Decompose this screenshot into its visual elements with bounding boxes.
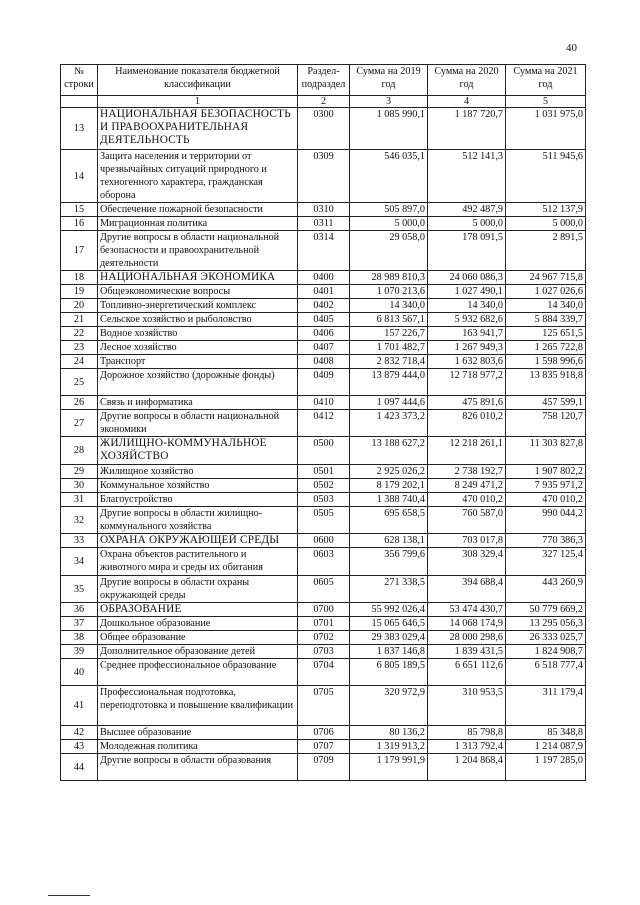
column-index: 3 — [350, 96, 428, 108]
indicator-name: Сельское хозяйство и рыболовство — [98, 313, 298, 327]
row-number: 37 — [61, 617, 98, 631]
sum-2019: 505 897,0 — [350, 203, 428, 217]
sum-2020: 1 267 949,3 — [428, 341, 506, 355]
table-row — [61, 313, 586, 327]
table-row — [61, 548, 586, 576]
indicator-name: ОБРАЗОВАНИЕ — [98, 603, 298, 617]
sum-2020: 394 688,4 — [428, 576, 506, 603]
sum-2020: 1 313 792,4 — [428, 740, 506, 754]
section-code: 0603 — [298, 548, 350, 576]
table-row — [61, 507, 586, 534]
table-row — [61, 576, 586, 603]
row-number: 21 — [61, 313, 98, 327]
sum-2019: 14 340,0 — [350, 299, 428, 313]
indicator-name: Другие вопросы в области образования — [98, 754, 298, 781]
sum-2020: 470 010,2 — [428, 493, 506, 507]
sum-2020: 760 587,0 — [428, 507, 506, 534]
sum-2020: 1 632 803,6 — [428, 355, 506, 369]
sum-2019: 15 065 646,5 — [350, 617, 428, 631]
sum-2019: 1 097 444,6 — [350, 396, 428, 410]
sum-2019: 1 837 146,8 — [350, 645, 428, 659]
section-code: 0605 — [298, 576, 350, 603]
row-number: 23 — [61, 341, 98, 355]
sum-2019: 80 136,2 — [350, 726, 428, 740]
indicator-name: Другие вопросы в области национальной безопасности и правоохранительной деятельности — [98, 231, 298, 271]
sum-2020: 12 718 977,2 — [428, 369, 506, 396]
sum-2021: 511 945,6 — [506, 150, 586, 203]
sum-2019: 2 832 718,4 — [350, 355, 428, 369]
sum-2021: 327 125,4 — [506, 548, 586, 576]
sum-2020: 1 187 720,7 — [428, 108, 506, 150]
sum-2020: 475 891,6 — [428, 396, 506, 410]
column-index: 1 — [98, 96, 298, 108]
row-number: 36 — [61, 603, 98, 617]
row-number: 40 — [61, 659, 98, 686]
row-number: 41 — [61, 686, 98, 726]
row-number: 30 — [61, 479, 98, 493]
sum-2019: 5 000,0 — [350, 217, 428, 231]
sum-2021: 311 179,4 — [506, 686, 586, 726]
budget-table — [60, 64, 586, 781]
indicator-name: Другие вопросы в области охраны окружающей среды — [98, 576, 298, 603]
sum-2020: 310 953,5 — [428, 686, 506, 726]
sum-2021: 50 779 669,2 — [506, 603, 586, 617]
section-code: 0407 — [298, 341, 350, 355]
sum-2019: 13 188 627,2 — [350, 437, 428, 465]
table-row — [61, 410, 586, 437]
section-code: 0706 — [298, 726, 350, 740]
header-sum-2021: Сумма на 2021 год — [506, 65, 586, 96]
row-number: 14 — [61, 150, 98, 203]
sum-2020: 14 340,0 — [428, 299, 506, 313]
indicator-name: НАЦИОНАЛЬНАЯ ЭКОНОМИКА — [98, 271, 298, 285]
sum-2019: 29 058,0 — [350, 231, 428, 271]
indicator-name: Молодежная политика — [98, 740, 298, 754]
section-code: 0314 — [298, 231, 350, 271]
table-row — [61, 217, 586, 231]
sum-2021: 5 884 339,7 — [506, 313, 586, 327]
table-row — [61, 355, 586, 369]
sum-2019: 1 085 990,1 — [350, 108, 428, 150]
row-number: 35 — [61, 576, 98, 603]
table-row — [61, 341, 586, 355]
sum-2019: 356 799,6 — [350, 548, 428, 576]
sum-2019: 55 992 026,4 — [350, 603, 428, 617]
column-index: 4 — [428, 96, 506, 108]
table-row — [61, 479, 586, 493]
sum-2019: 29 383 029,4 — [350, 631, 428, 645]
table-row — [61, 645, 586, 659]
table-row — [61, 285, 586, 299]
sum-2021: 512 137,9 — [506, 203, 586, 217]
indicator-name: Дорожное хозяйство (дорожные фонды) — [98, 369, 298, 396]
table-row — [61, 271, 586, 285]
sum-2021: 1 907 802,2 — [506, 465, 586, 479]
sum-2021: 1 027 026,6 — [506, 285, 586, 299]
column-index-blank — [61, 96, 98, 108]
row-number: 22 — [61, 327, 98, 341]
sum-2019: 6 813 567,1 — [350, 313, 428, 327]
sum-2021: 457 599,1 — [506, 396, 586, 410]
sum-2019: 1 701 482,7 — [350, 341, 428, 355]
row-number: 42 — [61, 726, 98, 740]
table-row — [61, 631, 586, 645]
section-code: 0701 — [298, 617, 350, 631]
section-code: 0401 — [298, 285, 350, 299]
row-number: 25 — [61, 369, 98, 396]
sum-2021: 1 197 285,0 — [506, 754, 586, 781]
table-row — [61, 754, 586, 781]
sum-2020: 703 017,8 — [428, 534, 506, 548]
section-code: 0311 — [298, 217, 350, 231]
sum-2020: 53 474 430,7 — [428, 603, 506, 617]
header-sum-2019: Сумма на 2019 год — [350, 65, 428, 96]
sum-2021: 5 000,0 — [506, 217, 586, 231]
column-index: 5 — [506, 96, 586, 108]
sum-2020: 12 218 261,1 — [428, 437, 506, 465]
indicator-name: Жилищное хозяйство — [98, 465, 298, 479]
sum-2019: 1 179 991,9 — [350, 754, 428, 781]
sum-2020: 5 932 682,6 — [428, 313, 506, 327]
section-code: 0409 — [298, 369, 350, 396]
table-row — [61, 437, 586, 465]
sum-2021: 2 891,5 — [506, 231, 586, 271]
section-code: 0703 — [298, 645, 350, 659]
sum-2021: 125 651,5 — [506, 327, 586, 341]
section-code: 0500 — [298, 437, 350, 465]
table-row — [61, 299, 586, 313]
sum-2021: 13 295 056,3 — [506, 617, 586, 631]
sum-2019: 695 658,5 — [350, 507, 428, 534]
indicator-name: Охрана объектов растительного и животного мира и среды их обитания — [98, 548, 298, 576]
sum-2020: 1 204 868,4 — [428, 754, 506, 781]
indicator-name: Общеэкономические вопросы — [98, 285, 298, 299]
section-code: 0310 — [298, 203, 350, 217]
section-code: 0502 — [298, 479, 350, 493]
section-code: 0408 — [298, 355, 350, 369]
section-code: 0709 — [298, 754, 350, 781]
row-number: 20 — [61, 299, 98, 313]
sum-2020: 492 487,9 — [428, 203, 506, 217]
table-row — [61, 726, 586, 740]
sum-2021: 1 824 908,7 — [506, 645, 586, 659]
sum-2020: 85 798,8 — [428, 726, 506, 740]
row-number: 38 — [61, 631, 98, 645]
row-number: 43 — [61, 740, 98, 754]
table-row — [61, 369, 586, 396]
sum-2020: 28 000 298,6 — [428, 631, 506, 645]
sum-2019: 271 338,5 — [350, 576, 428, 603]
indicator-name: Профессиональная подготовка, переподготовка и повышение квалификации — [98, 686, 298, 726]
sum-2019: 1 070 213,6 — [350, 285, 428, 299]
sum-2019: 157 226,7 — [350, 327, 428, 341]
row-number: 28 — [61, 437, 98, 465]
sum-2021: 85 348,8 — [506, 726, 586, 740]
indicator-name: Общее образование — [98, 631, 298, 645]
section-code: 0309 — [298, 150, 350, 203]
row-number: 13 — [61, 108, 98, 150]
table-row — [61, 396, 586, 410]
sum-2021: 470 010,2 — [506, 493, 586, 507]
table-row — [61, 659, 586, 686]
row-number: 24 — [61, 355, 98, 369]
indicator-name: ЖИЛИЩНО-КОММУНАЛЬНОЕ ХОЗЯЙСТВО — [98, 437, 298, 465]
row-number: 39 — [61, 645, 98, 659]
row-number: 33 — [61, 534, 98, 548]
indicator-name: Дошкольное образование — [98, 617, 298, 631]
sum-2019: 2 925 026,2 — [350, 465, 428, 479]
indicator-name: Топливно-энергетический комплекс — [98, 299, 298, 313]
table-row — [61, 686, 586, 726]
column-index: 2 — [298, 96, 350, 108]
table-row — [61, 231, 586, 271]
footer-rule — [48, 895, 90, 896]
sum-2020: 14 068 174,9 — [428, 617, 506, 631]
table-row — [61, 465, 586, 479]
indicator-name: ОХРАНА ОКРУЖАЮЩЕЙ СРЕДЫ — [98, 534, 298, 548]
row-number: 34 — [61, 548, 98, 576]
sum-2020: 1 027 490,1 — [428, 285, 506, 299]
section-code: 0501 — [298, 465, 350, 479]
table-row — [61, 203, 586, 217]
table-row — [61, 603, 586, 617]
sum-2021: 1 265 722,8 — [506, 341, 586, 355]
sum-2021: 758 120,7 — [506, 410, 586, 437]
indicator-name: Миграционная политика — [98, 217, 298, 231]
row-number: 27 — [61, 410, 98, 437]
row-number: 26 — [61, 396, 98, 410]
indicator-name: Среднее профессиональное образование — [98, 659, 298, 686]
indicator-name: Связь и информатика — [98, 396, 298, 410]
section-code: 0600 — [298, 534, 350, 548]
section-code: 0700 — [298, 603, 350, 617]
sum-2019: 13 879 444,0 — [350, 369, 428, 396]
sum-2020: 1 839 431,5 — [428, 645, 506, 659]
row-number: 19 — [61, 285, 98, 299]
sum-2020: 24 060 086,3 — [428, 271, 506, 285]
row-number: 16 — [61, 217, 98, 231]
sum-2021: 6 518 777,4 — [506, 659, 586, 686]
header-indicator-name: Наименование показателя бюджетной классификации — [98, 65, 298, 96]
section-code: 0400 — [298, 271, 350, 285]
section-code: 0705 — [298, 686, 350, 726]
sum-2019: 546 035,1 — [350, 150, 428, 203]
sum-2021: 11 303 827,8 — [506, 437, 586, 465]
sum-2019: 1 319 913,2 — [350, 740, 428, 754]
sum-2019: 8 179 202,1 — [350, 479, 428, 493]
table-row — [61, 150, 586, 203]
sum-2019: 1 388 740,4 — [350, 493, 428, 507]
sum-2020: 8 249 471,2 — [428, 479, 506, 493]
indicator-name: Обеспечение пожарной безопасности — [98, 203, 298, 217]
sum-2021: 14 340,0 — [506, 299, 586, 313]
indicator-name: Дополнительное образование детей — [98, 645, 298, 659]
sum-2021: 13 835 918,8 — [506, 369, 586, 396]
header-row-number: № строки — [61, 65, 98, 96]
indicator-name: Водное хозяйство — [98, 327, 298, 341]
section-code: 0503 — [298, 493, 350, 507]
section-code: 0406 — [298, 327, 350, 341]
indicator-name: Другие вопросы в области национальной экономики — [98, 410, 298, 437]
sum-2019: 320 972,9 — [350, 686, 428, 726]
sum-2020: 163 941,7 — [428, 327, 506, 341]
sum-2021: 990 044,2 — [506, 507, 586, 534]
sum-2020: 512 141,3 — [428, 150, 506, 203]
sum-2021: 770 386,3 — [506, 534, 586, 548]
section-code: 0702 — [298, 631, 350, 645]
indicator-name: Лесное хозяйство — [98, 341, 298, 355]
header-sum-2020: Сумма на 2020 год — [428, 65, 506, 96]
indicator-name: Другие вопросы в области жилищно-коммунального хозяйства — [98, 507, 298, 534]
section-code: 0410 — [298, 396, 350, 410]
indicator-name: Высшее образование — [98, 726, 298, 740]
table-row — [61, 327, 586, 341]
sum-2020: 178 091,5 — [428, 231, 506, 271]
sum-2020: 6 651 112,6 — [428, 659, 506, 686]
sum-2020: 308 329,4 — [428, 548, 506, 576]
section-code: 0405 — [298, 313, 350, 327]
table-row — [61, 493, 586, 507]
indicator-name: Благоустройство — [98, 493, 298, 507]
table-row — [61, 534, 586, 548]
sum-2019: 1 423 373,2 — [350, 410, 428, 437]
section-code: 0402 — [298, 299, 350, 313]
indicator-name: Защита населения и территории от чрезвычайных ситуаций природного и техногенного характера, гражданская оборона — [98, 150, 298, 203]
section-code: 0707 — [298, 740, 350, 754]
section-code: 0704 — [298, 659, 350, 686]
sum-2021: 1 214 087,9 — [506, 740, 586, 754]
indicator-name: Транспорт — [98, 355, 298, 369]
section-code: 0300 — [298, 108, 350, 150]
sum-2021: 26 333 025,7 — [506, 631, 586, 645]
sum-2021: 1 598 996,6 — [506, 355, 586, 369]
header-section: Раздел-подраздел — [298, 65, 350, 96]
row-number: 29 — [61, 465, 98, 479]
row-number: 32 — [61, 507, 98, 534]
sum-2020: 826 010,2 — [428, 410, 506, 437]
sum-2021: 24 967 715,8 — [506, 271, 586, 285]
row-number: 31 — [61, 493, 98, 507]
sum-2021: 443 260,9 — [506, 576, 586, 603]
sum-2021: 1 031 975,0 — [506, 108, 586, 150]
section-code: 0412 — [298, 410, 350, 437]
row-number: 15 — [61, 203, 98, 217]
sum-2021: 7 935 971,2 — [506, 479, 586, 493]
row-number: 18 — [61, 271, 98, 285]
sum-2019: 6 805 189,5 — [350, 659, 428, 686]
indicator-name: Коммунальное хозяйство — [98, 479, 298, 493]
page-number: 40 — [566, 42, 577, 54]
section-code: 0505 — [298, 507, 350, 534]
row-number: 17 — [61, 231, 98, 271]
table-row — [61, 617, 586, 631]
table-row — [61, 108, 586, 150]
sum-2020: 2 738 192,7 — [428, 465, 506, 479]
sum-2019: 628 138,1 — [350, 534, 428, 548]
sum-2019: 28 989 810,3 — [350, 271, 428, 285]
row-number: 44 — [61, 754, 98, 781]
indicator-name: НАЦИОНАЛЬНАЯ БЕЗОПАСНОСТЬ И ПРАВООХРАНИТЕЛЬНАЯ ДЕЯТЕЛЬНОСТЬ — [98, 108, 298, 150]
sum-2020: 5 000,0 — [428, 217, 506, 231]
table-row — [61, 740, 586, 754]
